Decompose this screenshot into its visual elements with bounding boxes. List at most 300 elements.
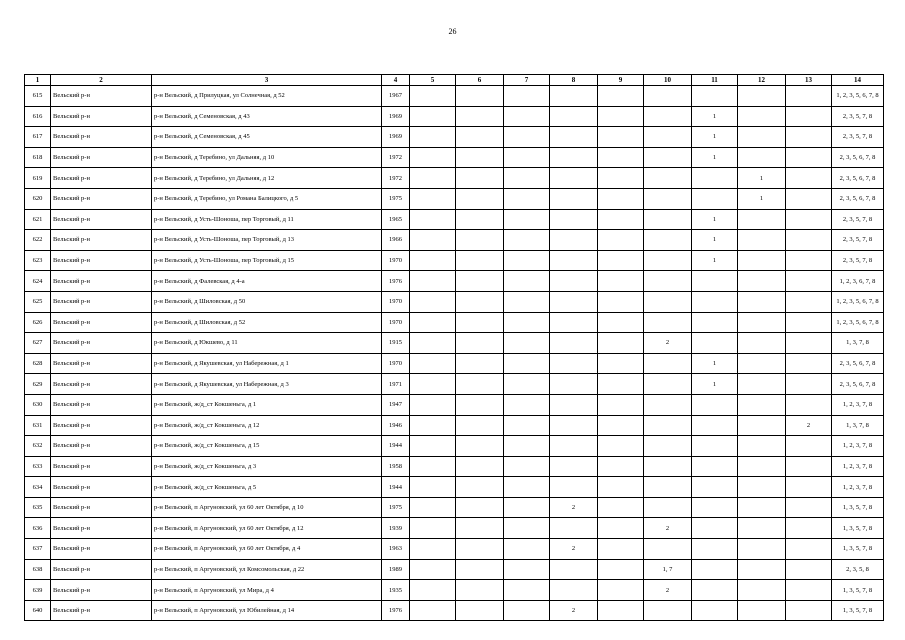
table-cell-col-10 [644,312,692,333]
table-cell-col-14: 2, 3, 5, 7, 8 [832,209,884,230]
table-cell-col-3: р-н Вельский, д Фалевская, д 4-а [152,271,382,292]
table-cell-col-7 [504,580,550,601]
table-cell-col-1: 638 [25,559,51,580]
table-cell-col-5 [410,580,456,601]
table-row [25,559,884,580]
table-cell-col-14: 2, 3, 5, 6, 7, 8 [832,353,884,374]
table-cell-col-5 [410,539,456,560]
table-cell-col-12 [738,539,786,560]
table-cell-col-3: р-н Вельский, д Усть-Шоноша, пер Торговый, д 11 [152,209,382,230]
table-cell-col-8 [550,580,598,601]
table-cell-col-8 [550,456,598,477]
table-cell-col-10 [644,168,692,189]
table-cell-col-13 [786,291,832,312]
table-row [25,600,884,621]
column-header-5: 5 [410,75,456,86]
table-cell-col-4: 1969 [382,106,410,127]
column-header-1: 1 [25,75,51,86]
table-cell-col-7 [504,415,550,436]
table-cell-col-1: 634 [25,477,51,498]
table-cell-col-8 [550,312,598,333]
table-cell-col-14: 2, 3, 5, 7, 8 [832,106,884,127]
table-cell-col-3: р-н Вельский, д Усть-Шоноша, пер Торговый, д 15 [152,250,382,271]
page-number: 26 [448,27,457,36]
table-cell-col-5 [410,250,456,271]
table-cell-col-4: 1915 [382,333,410,354]
table-cell-col-1: 624 [25,271,51,292]
table-row [25,353,884,374]
table-cell-col-6 [456,559,504,580]
table-cell-col-7 [504,147,550,168]
table-cell-col-12 [738,477,786,498]
table-row [25,188,884,209]
table-cell-col-13 [786,106,832,127]
table-row [25,497,884,518]
table-cell-col-14: 2, 3, 5, 7, 8 [832,230,884,251]
table-cell-col-11 [692,456,738,477]
table-cell-col-4: 1935 [382,580,410,601]
table-cell-col-2: Вельский р-н [51,539,152,560]
table-cell-col-8 [550,209,598,230]
table-cell-col-14: 1, 3, 5, 7, 8 [832,518,884,539]
table-cell-col-9 [598,333,644,354]
table-cell-col-4: 1967 [382,86,410,107]
table-cell-col-9 [598,456,644,477]
table-cell-col-4: 1970 [382,312,410,333]
table-cell-col-10 [644,106,692,127]
table-cell-col-12 [738,271,786,292]
table-cell-col-5 [410,374,456,395]
table-cell-col-12 [738,436,786,457]
table-cell-col-6 [456,374,504,395]
table-cell-col-6 [456,333,504,354]
table-cell-col-7 [504,456,550,477]
table-cell-col-1: 637 [25,539,51,560]
table-cell-col-3: р-н Вельский, д Якушевская, ул Набережная, д 3 [152,374,382,395]
table-cell-col-14: 1, 2, 3, 6, 7, 8 [832,271,884,292]
table-cell-col-7 [504,497,550,518]
table-row [25,539,884,560]
table-cell-col-8 [550,353,598,374]
table-cell-col-1: 628 [25,353,51,374]
table-cell-col-5 [410,477,456,498]
table-cell-col-10 [644,374,692,395]
table-cell-col-7 [504,477,550,498]
table-cell-col-2: Вельский р-н [51,291,152,312]
table-cell-col-5 [410,209,456,230]
table-cell-col-13 [786,580,832,601]
table-cell-col-11: 1 [692,230,738,251]
table-cell-col-1: 615 [25,86,51,107]
column-header-2: 2 [51,75,152,86]
table-cell-col-8 [550,188,598,209]
table-cell-col-12 [738,353,786,374]
table-cell-col-3: р-н Вельский, д Теребино, ул Дальняя, д 10 [152,147,382,168]
table-cell-col-10: 2 [644,333,692,354]
column-header-11: 11 [692,75,738,86]
table-cell-col-12 [738,600,786,621]
column-header-12: 12 [738,75,786,86]
table-cell-col-10 [644,415,692,436]
table-cell-col-3: р-н Вельский, д Теребино, ул Дальняя, д 12 [152,168,382,189]
table-cell-col-5 [410,333,456,354]
table-cell-col-13 [786,477,832,498]
table-cell-col-2: Вельский р-н [51,600,152,621]
table-cell-col-13 [786,168,832,189]
table-cell-col-14: 2, 3, 5, 6, 7, 8 [832,188,884,209]
column-header-6: 6 [456,75,504,86]
table-cell-col-10 [644,250,692,271]
table-cell-col-14: 1, 2, 3, 7, 8 [832,394,884,415]
table-cell-col-14: 1, 3, 5, 7, 8 [832,497,884,518]
table-cell-col-3: р-н Вельский, д Якушевская, ул Набережная, д 1 [152,353,382,374]
table-cell-col-10 [644,291,692,312]
table-cell-col-3: р-н Вельский, д Теребино, ул Романа Балицкого, д 5 [152,188,382,209]
table-cell-col-10 [644,86,692,107]
table-cell-col-2: Вельский р-н [51,394,152,415]
table-cell-col-1: 619 [25,168,51,189]
table-cell-col-6 [456,250,504,271]
table-cell-col-1: 633 [25,456,51,477]
table-cell-col-4: 1976 [382,271,410,292]
table-cell-col-5 [410,106,456,127]
table-cell-col-2: Вельский р-н [51,518,152,539]
table-cell-col-5 [410,291,456,312]
table-cell-col-2: Вельский р-н [51,497,152,518]
table-cell-col-14: 1, 3, 7, 8 [832,415,884,436]
table-cell-col-2: Вельский р-н [51,188,152,209]
table-cell-col-9 [598,106,644,127]
table-cell-col-6 [456,580,504,601]
table-cell-col-11: 1 [692,127,738,148]
table-cell-col-5 [410,312,456,333]
table-row [25,86,884,107]
table-row [25,291,884,312]
table-cell-col-3: р-н Вельский, п Аргуновский, ул Юбилейная, д 14 [152,600,382,621]
table-cell-col-2: Вельский р-н [51,230,152,251]
table-cell-col-8: 2 [550,600,598,621]
table-cell-col-9 [598,291,644,312]
table-cell-col-11 [692,559,738,580]
table-cell-col-1: 636 [25,518,51,539]
table-cell-col-11: 1 [692,209,738,230]
table-cell-col-1: 618 [25,147,51,168]
column-header-8: 8 [550,75,598,86]
table-cell-col-10 [644,188,692,209]
table-cell-col-2: Вельский р-н [51,559,152,580]
table-cell-col-3: р-н Вельский, д Семеновская, д 43 [152,106,382,127]
table-cell-col-8 [550,147,598,168]
table-row [25,312,884,333]
table-cell-col-11: 1 [692,106,738,127]
table-row [25,518,884,539]
table-cell-col-7 [504,209,550,230]
table-cell-col-12 [738,333,786,354]
table-cell-col-12 [738,209,786,230]
table-cell-col-12 [738,394,786,415]
table-cell-col-5 [410,497,456,518]
table-cell-col-11 [692,436,738,457]
table-cell-col-10 [644,497,692,518]
table-cell-col-8 [550,559,598,580]
table-cell-col-2: Вельский р-н [51,456,152,477]
table-cell-col-4: 1976 [382,600,410,621]
table-cell-col-10 [644,600,692,621]
table-cell-col-12 [738,127,786,148]
table-cell-col-6 [456,147,504,168]
table-cell-col-9 [598,86,644,107]
table-cell-col-6 [456,271,504,292]
table-cell-col-8: 2 [550,497,598,518]
table-cell-col-9 [598,353,644,374]
table-cell-col-13 [786,394,832,415]
table-cell-col-13 [786,250,832,271]
table-cell-col-13: 2 [786,415,832,436]
table-row [25,250,884,271]
table-cell-col-8 [550,230,598,251]
table-cell-col-10 [644,456,692,477]
table-cell-col-2: Вельский р-н [51,250,152,271]
table-cell-col-11 [692,188,738,209]
table-cell-col-8 [550,333,598,354]
table-cell-col-9 [598,188,644,209]
table-cell-col-5 [410,518,456,539]
table-cell-col-9 [598,312,644,333]
table-cell-col-9 [598,436,644,457]
table-cell-col-11: 1 [692,374,738,395]
table-cell-col-8 [550,106,598,127]
table-cell-col-12 [738,559,786,580]
column-header-3: 3 [152,75,382,86]
table-cell-col-5 [410,230,456,251]
table-cell-col-13 [786,333,832,354]
table-cell-col-10 [644,147,692,168]
table-cell-col-10 [644,477,692,498]
table-cell-col-7 [504,188,550,209]
table-cell-col-12 [738,147,786,168]
table-cell-col-13 [786,559,832,580]
table-cell-col-12 [738,230,786,251]
table-cell-col-7 [504,394,550,415]
table-cell-col-11 [692,394,738,415]
table-cell-col-14: 1, 2, 3, 5, 6, 7, 8 [832,291,884,312]
table-cell-col-11 [692,312,738,333]
table-row [25,456,884,477]
table-cell-col-9 [598,250,644,271]
table-cell-col-13 [786,353,832,374]
table-row [25,209,884,230]
table-cell-col-2: Вельский р-н [51,415,152,436]
table-cell-col-11 [692,539,738,560]
table-cell-col-5 [410,353,456,374]
table-cell-col-5 [410,147,456,168]
table-cell-col-11 [692,477,738,498]
table-cell-col-13 [786,230,832,251]
table-cell-col-13 [786,127,832,148]
table-cell-col-7 [504,312,550,333]
table-cell-col-7 [504,250,550,271]
table-cell-col-7 [504,86,550,107]
table-cell-col-4: 1971 [382,374,410,395]
table-cell-col-3: р-н Вельский, ж/д_ст Кокшеньга, д 12 [152,415,382,436]
table-cell-col-13 [786,497,832,518]
table-cell-col-14: 2, 3, 5, 7, 8 [832,127,884,148]
table-cell-col-13 [786,374,832,395]
table-cell-col-2: Вельский р-н [51,333,152,354]
table-cell-col-3: р-н Вельский, п Аргуновский, ул Мира, д 4 [152,580,382,601]
table-cell-col-11 [692,580,738,601]
table-cell-col-6 [456,127,504,148]
table-cell-col-14: 1, 3, 5, 7, 8 [832,539,884,560]
table-cell-col-13 [786,600,832,621]
table-cell-col-7 [504,353,550,374]
table-cell-col-11 [692,168,738,189]
table-cell-col-1: 627 [25,333,51,354]
table-cell-col-14: 1, 3, 5, 7, 8 [832,600,884,621]
table-cell-col-1: 622 [25,230,51,251]
table-cell-col-13 [786,518,832,539]
table-cell-col-11: 1 [692,147,738,168]
table-cell-col-4: 1975 [382,188,410,209]
table-cell-col-4: 1969 [382,127,410,148]
table-cell-col-9 [598,415,644,436]
column-header-13: 13 [786,75,832,86]
table-cell-col-5 [410,600,456,621]
table-cell-col-11: 1 [692,250,738,271]
table-cell-col-8 [550,127,598,148]
table-cell-col-13 [786,271,832,292]
table-cell-col-12: 1 [738,188,786,209]
table-cell-col-5 [410,456,456,477]
table-cell-col-8 [550,291,598,312]
table-cell-col-8 [550,436,598,457]
table-cell-col-1: 617 [25,127,51,148]
table-cell-col-7 [504,333,550,354]
table-cell-col-9 [598,127,644,148]
table-cell-col-12 [738,291,786,312]
table-cell-col-6 [456,86,504,107]
table-cell-col-12 [738,415,786,436]
table-cell-col-10 [644,209,692,230]
table-cell-col-6 [456,436,504,457]
table-cell-col-7 [504,168,550,189]
table-cell-col-6 [456,456,504,477]
table-cell-col-11 [692,415,738,436]
table-cell-col-2: Вельский р-н [51,353,152,374]
table-cell-col-1: 639 [25,580,51,601]
table-cell-col-2: Вельский р-н [51,127,152,148]
table-cell-col-8 [550,477,598,498]
table-cell-col-11 [692,271,738,292]
table-cell-col-5 [410,559,456,580]
column-header-14: 14 [832,75,884,86]
table-cell-col-8 [550,374,598,395]
table-row [25,106,884,127]
table-cell-col-5 [410,271,456,292]
table-cell-col-2: Вельский р-н [51,477,152,498]
table-cell-col-10 [644,436,692,457]
table-cell-col-14: 1, 2, 3, 5, 6, 7, 8 [832,86,884,107]
column-header-10: 10 [644,75,692,86]
table-row [25,374,884,395]
table-cell-col-3: р-н Вельский, п Аргуновский, ул Комсомольская, д 22 [152,559,382,580]
table-cell-col-12 [738,497,786,518]
table-cell-col-14: 2, 3, 5, 6, 7, 8 [832,374,884,395]
table-cell-col-6 [456,539,504,560]
table-cell-col-1: 626 [25,312,51,333]
table-cell-col-11 [692,497,738,518]
table-cell-col-4: 1966 [382,230,410,251]
table-cell-col-14: 2, 3, 5, 7, 8 [832,250,884,271]
table-cell-col-7 [504,230,550,251]
table-cell-col-2: Вельский р-н [51,209,152,230]
table-cell-col-7 [504,127,550,148]
table-cell-col-12 [738,312,786,333]
table-cell-col-10 [644,394,692,415]
table-row [25,477,884,498]
table-cell-col-3: р-н Вельский, п Аргуновский, ул 60 лет Октября, д 10 [152,497,382,518]
table-cell-col-2: Вельский р-н [51,147,152,168]
table-cell-col-9 [598,559,644,580]
table-cell-col-1: 630 [25,394,51,415]
table-cell-col-3: р-н Вельский, д Шиловская, д 50 [152,291,382,312]
table-cell-col-14: 1, 2, 3, 7, 8 [832,477,884,498]
table-cell-col-4: 1970 [382,291,410,312]
table-cell-col-8 [550,250,598,271]
table-cell-col-11 [692,518,738,539]
table-cell-col-1: 616 [25,106,51,127]
table-cell-col-13 [786,86,832,107]
table-cell-col-4: 1958 [382,456,410,477]
table-cell-col-5 [410,394,456,415]
table-cell-col-7 [504,374,550,395]
table-cell-col-6 [456,291,504,312]
table-cell-col-7 [504,539,550,560]
table-cell-col-9 [598,539,644,560]
table-cell-col-10 [644,230,692,251]
table-cell-col-4: 1989 [382,559,410,580]
table-cell-col-1: 640 [25,600,51,621]
table-cell-col-14: 2, 3, 5, 8 [832,559,884,580]
table-cell-col-14: 1, 3, 7, 8 [832,333,884,354]
table-row [25,436,884,457]
table-cell-col-9 [598,147,644,168]
table-cell-col-7 [504,600,550,621]
table-cell-col-8 [550,415,598,436]
table-cell-col-9 [598,518,644,539]
table-cell-col-3: р-н Вельский, ж/д_ст Кокшеньга, д 1 [152,394,382,415]
table-cell-col-3: р-н Вельский, д Юкшево, д 11 [152,333,382,354]
table-cell-col-2: Вельский р-н [51,168,152,189]
table-cell-col-9 [598,230,644,251]
table-cell-col-13 [786,188,832,209]
table-row [25,230,884,251]
column-header-9: 9 [598,75,644,86]
table-cell-col-3: р-н Вельский, ж/д_ст Кокшеньга, д 15 [152,436,382,457]
table-cell-col-1: 625 [25,291,51,312]
table-cell-col-2: Вельский р-н [51,436,152,457]
table-cell-col-7 [504,271,550,292]
table-cell-col-9 [598,209,644,230]
table-cell-col-9 [598,600,644,621]
table-cell-col-1: 629 [25,374,51,395]
table-cell-col-10: 2 [644,518,692,539]
table-cell-col-12: 1 [738,168,786,189]
table-cell-col-8 [550,86,598,107]
table-cell-col-1: 623 [25,250,51,271]
table-cell-col-2: Вельский р-н [51,312,152,333]
table-cell-col-12 [738,86,786,107]
